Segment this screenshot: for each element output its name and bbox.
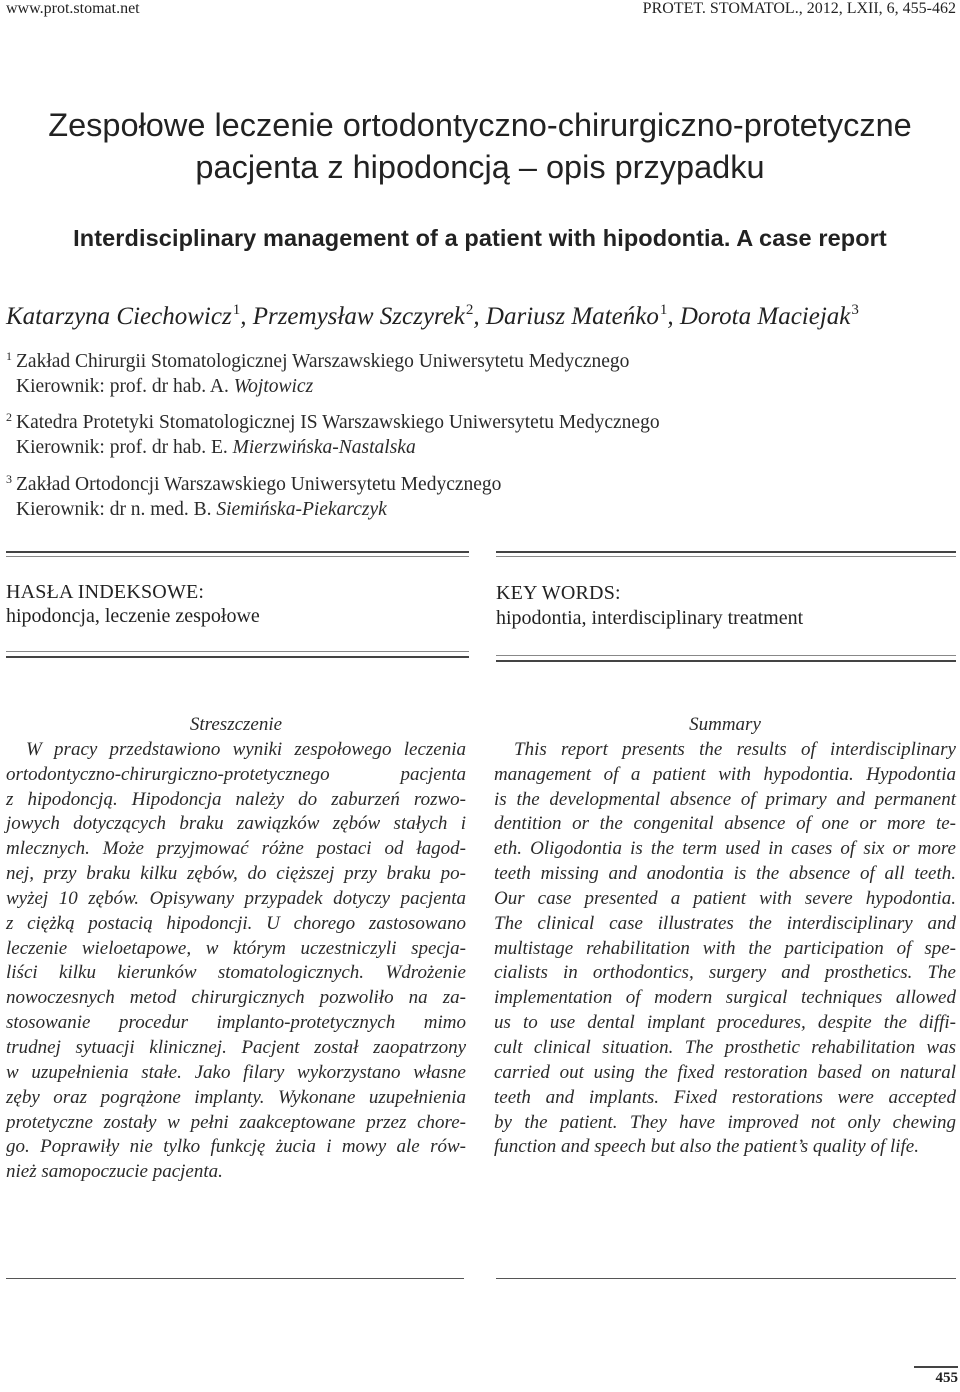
abstract-line: trudnej sytuacji klinicznej. Pacjent został zaopatrzony bbox=[6, 1036, 466, 1058]
abstract-line: mlecznych. Może przyjmować różne postaci od łagod- bbox=[6, 838, 466, 860]
abstract-line: nież samopoczucie pacjenta. bbox=[6, 1161, 223, 1183]
keywords-en-top-rule bbox=[496, 551, 956, 553]
footnote-rule-right bbox=[496, 1278, 956, 1279]
keywords-pl-top-rule bbox=[6, 551, 469, 553]
keywords-en-heading: KEY WORDS: bbox=[496, 582, 621, 604]
abstract-line: W pracy przedstawiono wyniki zespołowego leczenia bbox=[26, 738, 466, 760]
abstract-line: teeth missing and anodontia is the absence of all teeth. bbox=[494, 863, 956, 885]
abstract-line: eth. Oligodontia is the term used in cases of six or more bbox=[494, 838, 956, 860]
abstract-line: is the developmental absence of primary and permanent bbox=[494, 788, 956, 810]
keywords-en-top-rule-thin bbox=[496, 556, 956, 557]
affiliation-3 bbox=[6, 467, 501, 522]
keywords-pl-text: hipodoncja, leczenie zespołowe bbox=[6, 605, 260, 627]
affiliation-number: 2 bbox=[6, 410, 12, 424]
journal-citation: PROTET. STOMATOL., 2012, LXII, 6, 455-462 bbox=[642, 0, 956, 17]
affiliation-head-prefix: Kierownik: prof. dr hab. E. bbox=[16, 437, 228, 458]
author-name: Przemysław Szczyrek bbox=[252, 303, 465, 330]
abstract-line: zęby oraz pogrążone implanty. Wykonane uzupełnienia bbox=[6, 1086, 466, 1108]
abstract-line: us to use dental implant procedures, despite the diffi- bbox=[494, 1012, 956, 1034]
abstract-line: This report presents the results of interdisciplinary bbox=[514, 738, 956, 760]
title-polish-line1: Zespołowe leczenie ortodontyczno-chirurgiczno-protetyczne bbox=[48, 107, 912, 143]
abstract-line: liści kilku kierunków stomatologicznych. Wdrożenie bbox=[6, 962, 466, 984]
abstract-line: multistage rehabilitation with the participation of spe- bbox=[494, 937, 956, 959]
title-polish-line2: pacjenta z hipodoncją – opis przypadku bbox=[195, 149, 765, 185]
affiliation-1 bbox=[6, 344, 629, 399]
abstract-line: by the patient. They have improved not only chewing bbox=[494, 1111, 956, 1133]
author-name: Katarzyna Ciechowicz bbox=[6, 303, 232, 330]
keywords-pl-top-rule-thin bbox=[6, 556, 469, 557]
abstract-english bbox=[494, 713, 956, 1160]
abstract-polish bbox=[6, 713, 466, 1185]
keywords-en-bottom-rule bbox=[496, 660, 956, 662]
keywords-en-text: hipodontia, interdisciplinary treatment bbox=[496, 607, 804, 629]
affiliation-head-name: Wojtowicz bbox=[233, 376, 314, 397]
abstract-line: teeth and implants. Fixed restorations were accepted bbox=[494, 1086, 956, 1108]
abstract-english-title: Summary bbox=[689, 714, 761, 735]
abstract-line: w uzupełnienia stałe. Jako filary wykorzystano własne bbox=[6, 1061, 466, 1083]
footnote-rule-left bbox=[6, 1278, 464, 1279]
journal-url: www.prot.stomat.net bbox=[6, 0, 140, 17]
abstract-line: nowoczesnych metod chirurgicznych pozwoliło na za- bbox=[6, 987, 466, 1009]
abstract-line: cult clinical situation. The prosthetic rehabilitation was bbox=[494, 1036, 956, 1058]
abstract-line: ortodontyczno-chirurgiczno-protetycznego pacjenta bbox=[6, 763, 466, 785]
affiliation-head-name: Mierzwińska-Nastalska bbox=[232, 437, 416, 458]
author-affiliation-mark: 1 bbox=[659, 302, 668, 318]
abstract-line: leczenie wieloetapowe, w którym uczestniczyli specja- bbox=[6, 937, 466, 959]
abstract-line: Our case presented a patient with severe hypodontia. bbox=[494, 887, 956, 909]
title-polish bbox=[0, 104, 960, 188]
title-english: Interdisciplinary management of a patient with hipodontia. A case report bbox=[73, 225, 887, 251]
author-name: Dariusz Mateńko bbox=[485, 303, 659, 330]
author-list: Katarzyna Ciechowicz$^1$, Przemysław Szczyrek$^2$, Dariusz Mateńko$^1$, Dorota Maciejak$^3$ bbox=[6, 302, 859, 330]
abstract-line: carried out using the fixed restoration based on natural bbox=[494, 1061, 956, 1083]
affiliation-head-prefix: Kierownik: prof. dr hab. A. bbox=[16, 376, 229, 397]
abstract-polish-title: Streszczenie bbox=[189, 714, 283, 735]
abstract-line: dentition or the congenital absence of one or more te- bbox=[494, 813, 956, 835]
affiliation-number: 1 bbox=[6, 349, 12, 363]
page-number: 455 bbox=[935, 1370, 958, 1386]
page-number-rule bbox=[914, 1366, 958, 1368]
abstract-line: management of a patient with hypodontia. Hypodontia bbox=[494, 763, 956, 785]
author-affiliation-mark: 1 bbox=[232, 302, 241, 318]
affiliation-number: 3 bbox=[6, 472, 12, 486]
abstract-line: go. Poprawiły nie tylko funkcję żucia i mowy ale rów- bbox=[6, 1136, 466, 1158]
abstract-line: protetyczne zostały w pełni zaakceptowane przez chore- bbox=[6, 1111, 466, 1133]
author-affiliation-mark: 2 bbox=[465, 302, 474, 318]
keywords-en-bottom-rule-thin bbox=[496, 655, 956, 656]
abstract-line: wyżej 10 zębów. Opisywany przypadek dotyczy pacjenta bbox=[6, 887, 466, 909]
abstract-line: jowych dotyczących braku zawiązków zębów stałych i bbox=[6, 813, 466, 835]
keywords-pl-bottom-rule bbox=[6, 656, 469, 658]
affiliation-unit: Zakład Ortodoncji Warszawskiego Uniwersytetu Medycznego bbox=[16, 474, 502, 495]
author-name: Dorota Maciejak bbox=[679, 303, 851, 330]
abstract-line: The clinical case illustrates the interdisciplinary and bbox=[494, 912, 956, 934]
abstract-line: function and speech but also the patient’s quality of life. bbox=[494, 1136, 919, 1158]
affiliation-head-name: Siemińska-Piekarczyk bbox=[216, 499, 387, 520]
author-affiliation-mark: 3 bbox=[851, 302, 859, 318]
keywords-pl-bottom-rule-thin bbox=[6, 651, 469, 652]
affiliation-head-prefix: Kierownik: dr n. med. B. bbox=[16, 499, 212, 520]
abstract-line: implementation of modern surgical techniques allowed bbox=[494, 987, 956, 1009]
abstract-line: stosowanie procedur implanto-protetycznych mimo bbox=[6, 1012, 466, 1034]
abstract-line: z ciężką postacią hipodoncji. U chorego zastosowano bbox=[6, 912, 466, 934]
keywords-pl-heading: HASŁA INDEKSOWE: bbox=[6, 581, 205, 603]
affiliation-2 bbox=[6, 405, 660, 460]
affiliation-unit: Zakład Chirurgii Stomatologicznej Warszawskiego Uniwersytetu Medycznego bbox=[16, 351, 630, 372]
abstract-line: nej, przy braku kilku zębów, do cięższej przy braku po- bbox=[6, 863, 466, 885]
affiliation-unit: Katedra Protetyki Stomatologicznej IS Warszawskiego Uniwersytetu Medycznego bbox=[16, 412, 660, 433]
abstract-line: z hipodoncją. Hipodoncja należy do zaburzeń rozwo- bbox=[6, 788, 466, 810]
abstract-line: cialists in orthodontics, surgery and prosthetics. The bbox=[494, 962, 956, 984]
